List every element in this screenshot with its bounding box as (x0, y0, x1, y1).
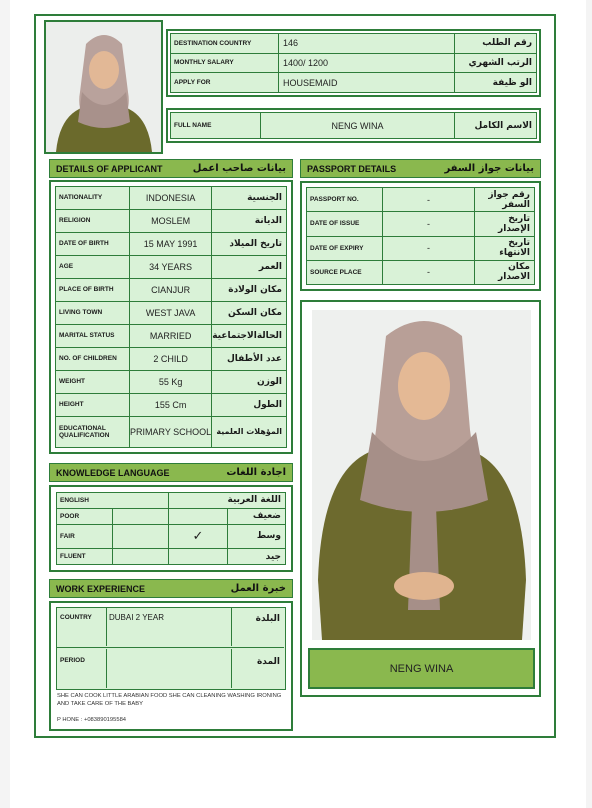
applicant-details-box (49, 180, 293, 454)
table-row (56, 324, 287, 347)
marital-status-label: MARITAL STATUS (56, 324, 130, 347)
arabic-language-label: اللغة العربية (169, 493, 286, 509)
children-ar: عدد الأطفال (212, 347, 287, 370)
living-town-ar: مكان السكن (212, 301, 287, 324)
poor-english-cell (113, 508, 169, 524)
weight-value: 55 Kg (130, 370, 212, 393)
full-name-label: FULL NAME (171, 113, 261, 139)
monthly-salary-value: 1400/ 1200 (279, 53, 455, 73)
apply-for-label: APPLY FOR (171, 73, 279, 93)
children-value: 2 CHILD (130, 347, 212, 370)
passport-no-label: PASSPORT NO. (307, 188, 383, 212)
dob-ar: تاريخ الميلاد (212, 232, 287, 255)
religion-label: RELIGION (56, 209, 130, 232)
age-ar: العمر (212, 255, 287, 278)
table-row (307, 260, 535, 284)
nationality-ar: الجنسية (212, 187, 287, 210)
country-row (57, 608, 284, 648)
table-row (56, 416, 287, 447)
fluent-english-cell (113, 549, 169, 565)
table-row (307, 212, 535, 236)
living-town-label: LIVING TOWN (56, 301, 130, 324)
language-section-header (49, 463, 293, 482)
language-table (56, 492, 286, 565)
top-info-table (170, 33, 537, 93)
age-value: 34 YEARS (130, 255, 212, 278)
source-place-ar: مكان الاصدار (475, 260, 535, 284)
table-row (57, 549, 286, 565)
large-photo-frame (300, 300, 541, 697)
applicant-photo-small (46, 22, 161, 152)
education-value: PRIMARY SCHOOL (130, 416, 212, 447)
table-row (171, 73, 537, 93)
period-row (57, 649, 284, 688)
table-row (57, 524, 286, 548)
fluent-ar: جيد (228, 549, 286, 565)
monthly-salary-ar: الرتب الشهري (455, 53, 537, 73)
country-label: COUNTRY (57, 608, 107, 646)
marital-status-value: MARRIED (130, 324, 212, 347)
apply-for-value: HOUSEMAID (279, 73, 455, 93)
applicant-title: DETAILS OF APPLICANT (56, 163, 163, 174)
table-row (56, 301, 287, 324)
place-of-birth-value: CIANJUR (130, 278, 212, 301)
date-of-expiry-label: DATE OF EXPIRY (307, 236, 383, 260)
period-ar: المدة (231, 649, 284, 688)
table-row (56, 278, 287, 301)
table-row (57, 508, 286, 524)
place-of-birth-label: PLACE OF BIRTH (56, 278, 130, 301)
poor-arabic-cell (169, 508, 228, 524)
request-number-ar: رقم الطلب (455, 34, 537, 54)
passport-table (306, 187, 535, 285)
passport-no-ar: رقم جواز السفر (475, 188, 535, 212)
full-name-box (166, 108, 541, 143)
language-box (49, 485, 293, 572)
full-name-table (170, 112, 537, 139)
work-section-header (49, 579, 293, 598)
height-ar: الطول (212, 393, 287, 416)
country-value: DUBAI 2 YEAR (109, 613, 164, 622)
table-row (56, 393, 287, 416)
table-row (307, 188, 535, 212)
applicant-section-header (49, 159, 293, 178)
nationality-label: NATIONALITY (56, 187, 130, 210)
poor-ar: ضعيف (228, 508, 286, 524)
fluent-arabic-cell (169, 549, 228, 565)
apply-for-ar: الو ظيفة (455, 73, 537, 93)
religion-ar: الديانة (212, 209, 287, 232)
fair-english-cell (113, 524, 169, 548)
english-label: ENGLISH (57, 493, 169, 509)
weight-label: WEIGHT (56, 370, 130, 393)
table-row (56, 347, 287, 370)
dob-label: DATE OF BIRTH (56, 232, 130, 255)
date-of-issue-value: - (383, 212, 475, 236)
education-ar: المؤهلات العلمية (212, 416, 287, 447)
date-of-expiry-value: - (383, 236, 475, 260)
full-name-ar: الاسم الكامل (455, 113, 537, 139)
weight-ar: الوزن (212, 370, 287, 393)
passport-section-header (300, 159, 541, 178)
table-row (171, 53, 537, 73)
passport-details-box (300, 181, 541, 291)
source-place-value: - (383, 260, 475, 284)
table-row (56, 187, 287, 210)
work-title: WORK EXPERIENCE (56, 583, 146, 594)
applicant-title-ar: بيانات صاحب اعمل (192, 163, 286, 174)
passport-title-ar: بيانات جواز السفر (444, 163, 534, 174)
passport-no-value: - (383, 188, 475, 212)
small-photo-frame (44, 20, 163, 154)
phone-number: P HONE : +083890195584 (57, 717, 127, 723)
table-row (171, 113, 537, 139)
request-number-value: 146 (279, 34, 455, 54)
height-label: HEIGHT (56, 393, 130, 416)
period-label: PERIOD (57, 649, 107, 688)
fair-label: FAIR (57, 524, 113, 548)
monthly-salary-label: MONTHLY SALARY (171, 53, 279, 73)
applicant-table (55, 186, 287, 448)
table-row (56, 232, 287, 255)
top-info-box (166, 29, 541, 97)
nationality-value: INDONESIA (130, 187, 212, 210)
language-title-ar: اجادة اللغات (226, 467, 286, 478)
country-ar: البلدة (231, 608, 284, 646)
table-row (56, 370, 287, 393)
work-box (49, 601, 293, 731)
place-of-birth-ar: مكان الولادة (212, 278, 287, 301)
fair-ar: وسط (228, 524, 286, 548)
table-row (307, 236, 535, 260)
passport-title: PASSPORT DETAILS (307, 163, 397, 174)
marital-status-ar: الحالةالاجتماعية (212, 324, 287, 347)
source-place-label: SOURCE PLACE (307, 260, 383, 284)
religion-value: MOSLEM (130, 209, 212, 232)
date-of-expiry-ar: تاريخ الانتهاء (475, 236, 535, 260)
education-label: EDUCATIONAL QUALIFICATION (56, 416, 130, 447)
height-value: 155 Cm (130, 393, 212, 416)
photo-name-bar: NENG WINA (308, 648, 535, 689)
destination-country-label: DESTINATION COUNTRY (171, 34, 279, 54)
work-title-ar: خبرة العمل (230, 583, 286, 594)
language-title: KNOWLEDGE LANGUAGE (56, 467, 170, 478)
table-row (57, 493, 286, 509)
fair-arabic-checkmark: ✓ (169, 524, 228, 548)
full-name-value: NENG WINA (261, 113, 455, 139)
date-of-issue-ar: تاريخ الإصدار (475, 212, 535, 236)
applicant-photo-large (312, 310, 531, 640)
table-row (56, 255, 287, 278)
fluent-label: FLUENT (57, 549, 113, 565)
children-label: NO. OF CHILDREN (56, 347, 130, 370)
age-label: AGE (56, 255, 130, 278)
table-row (56, 209, 287, 232)
table-row (171, 34, 537, 54)
date-of-issue-label: DATE OF ISSUE (307, 212, 383, 236)
dob-value: 15 MAY 1991 (130, 232, 212, 255)
work-notes: SHE CAN COOK LITTLE ARABIAN FOOD SHE CAN CLEANING WASHING IRONING AND TAKE CARE OF THE BABY (57, 693, 282, 707)
poor-label: POOR (57, 508, 113, 524)
living-town-value: WEST JAVA (130, 301, 212, 324)
